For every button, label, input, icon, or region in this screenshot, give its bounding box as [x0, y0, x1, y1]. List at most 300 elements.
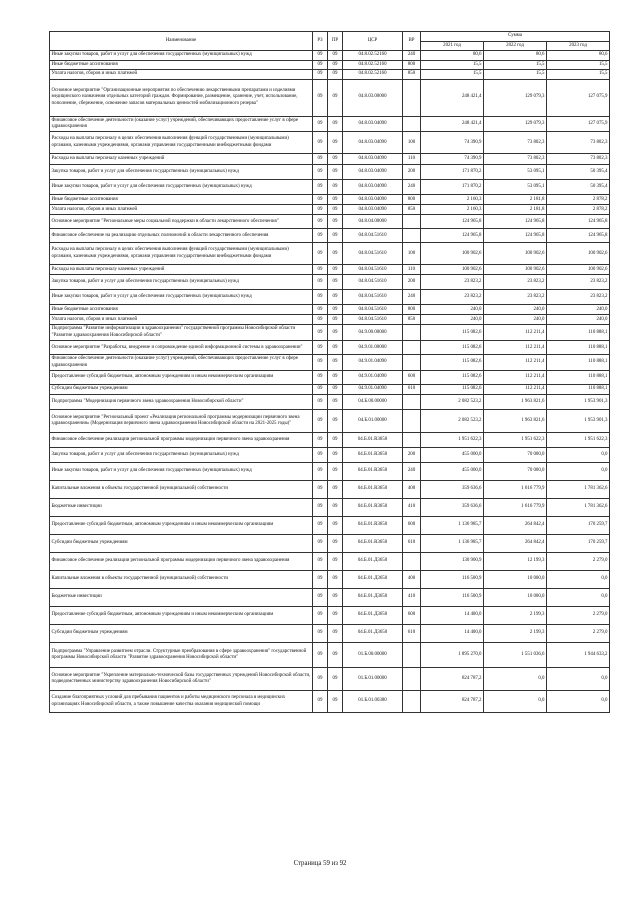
- row-sum-2023: 2 878,2: [547, 195, 610, 205]
- row-pr: 09: [328, 275, 343, 290]
- row-csr: 04.8.04.51610: [343, 229, 403, 243]
- row-rz: 09: [313, 305, 328, 315]
- row-vr: 610: [403, 535, 421, 553]
- row-sum-2021: 240,0: [421, 315, 484, 325]
- row-csr: 04.9.01.00000: [343, 341, 403, 355]
- row-rz: 09: [313, 553, 328, 571]
- row-sum-2021: 359 636,6: [421, 481, 484, 499]
- row-sum-2023: 0,0: [547, 448, 610, 463]
- row-sum-2022: 112 211,4: [484, 385, 547, 395]
- row-pr: 09: [328, 70, 343, 79]
- row-pr: 09: [328, 668, 343, 691]
- row-sum-2021: 455 000,0: [421, 448, 484, 463]
- row-sum-2021: 171 870,2: [421, 165, 484, 180]
- row-rz: 09: [313, 448, 328, 463]
- row-sum-2021: 115 082,6: [421, 385, 484, 395]
- row-sum-2023: 0,0: [547, 589, 610, 607]
- table-row: [50, 180, 610, 195]
- table-row: [50, 195, 610, 205]
- row-sum-2022: 2 181,8: [484, 195, 547, 205]
- row-sum-2023: 73 802,3: [547, 154, 610, 165]
- row-name: Бюджетные инвестиции: [50, 499, 313, 517]
- row-rz: 09: [313, 355, 328, 371]
- row-sum-2021: 171 870,2: [421, 180, 484, 195]
- row-sum-2021: 130 900,9: [421, 553, 484, 571]
- table-row: [50, 643, 610, 668]
- row-pr: 09: [328, 410, 343, 433]
- row-rz: 09: [313, 643, 328, 668]
- table-row: [50, 325, 610, 341]
- row-sum-2022: 124 965,8: [484, 229, 547, 243]
- row-sum-2023: 1 781 362,6: [547, 481, 610, 499]
- row-vr: 610: [403, 625, 421, 643]
- row-name: Иные бюджетные ассигнования: [50, 60, 313, 69]
- row-pr: 09: [328, 79, 343, 116]
- table-row: [50, 625, 610, 643]
- row-sum-2022: 10 000,0: [484, 571, 547, 589]
- row-sum-2023: 73 802,3: [547, 132, 610, 154]
- row-sum-2021: 248 421,4: [421, 116, 484, 132]
- header-year-2022: 2022 год: [484, 42, 547, 51]
- row-pr: 09: [328, 265, 343, 275]
- row-rz: 09: [313, 668, 328, 691]
- row-sum-2023: 124 965,8: [547, 215, 610, 229]
- row-csr: 04.Б.01.R3650: [343, 433, 403, 448]
- row-sum-2022: 2 181,8: [484, 205, 547, 215]
- row-pr: 09: [328, 553, 343, 571]
- row-rz: 09: [313, 195, 328, 205]
- table-header: [50, 32, 610, 51]
- row-sum-2023: 0,0: [547, 668, 610, 691]
- row-pr: 09: [328, 589, 343, 607]
- row-sum-2022: 70 000,0: [484, 463, 547, 481]
- row-vr: [403, 395, 421, 410]
- row-name: Финансовое обеспечение на реализацию отдельных полномочий в области лекарственного обеспечения: [50, 229, 313, 243]
- row-vr: [403, 341, 421, 355]
- row-sum-2021: 115 082,6: [421, 325, 484, 341]
- row-name: Субсидии бюджетным учреждениям: [50, 535, 313, 553]
- row-name: Подпрограмма "Развитие информатизации в здравоохранении" государственной программы Новосибирской области "Развитие здравоохранения Новосибирской области": [50, 325, 313, 341]
- row-vr: 240: [403, 51, 421, 60]
- row-csr: 04.Б.01.Д3650: [343, 589, 403, 607]
- row-vr: 240: [403, 290, 421, 305]
- row-vr: 600: [403, 517, 421, 535]
- row-csr: 04.8.04.00000: [343, 215, 403, 229]
- row-csr: 04.Б.01.R3650: [343, 535, 403, 553]
- row-pr: 09: [328, 51, 343, 60]
- row-sum-2023: 2 279,0: [547, 553, 610, 571]
- row-csr: 04.9.01.04090: [343, 385, 403, 395]
- row-csr: 04.Б.01.R3650: [343, 499, 403, 517]
- table-row: [50, 691, 610, 713]
- row-vr: [403, 116, 421, 132]
- row-pr: 09: [328, 499, 343, 517]
- row-sum-2022: 100 902,6: [484, 243, 547, 265]
- row-vr: [403, 229, 421, 243]
- row-csr: 04.Б.00.00000: [343, 395, 403, 410]
- row-sum-2021: 15,5: [421, 70, 484, 79]
- row-sum-2022: 112 211,4: [484, 371, 547, 385]
- row-vr: 850: [403, 70, 421, 79]
- row-name: Иные закупки товаров, работ и услуг для обеспечения государственных (муниципальных) нужд: [50, 51, 313, 60]
- row-rz: 09: [313, 371, 328, 385]
- row-pr: 09: [328, 341, 343, 355]
- row-name: Расходы на выплаты персоналу казенных учреждений: [50, 154, 313, 165]
- row-name: Закупка товаров, работ и услуг для обеспечения государственных (муниципальных) нужд: [50, 275, 313, 290]
- row-vr: 200: [403, 165, 421, 180]
- row-pr: 09: [328, 385, 343, 395]
- row-sum-2022: 53 095,1: [484, 165, 547, 180]
- row-sum-2021: 124 965,8: [421, 215, 484, 229]
- row-vr: 600: [403, 371, 421, 385]
- table-row: [50, 371, 610, 385]
- row-rz: 09: [313, 315, 328, 325]
- row-name: Финансовое обеспечение реализации региональной программы модернизации первичного звена здравоохранения: [50, 433, 313, 448]
- row-vr: 800: [403, 60, 421, 69]
- row-sum-2022: 23 823,2: [484, 290, 547, 305]
- row-vr: 240: [403, 180, 421, 195]
- row-pr: 09: [328, 180, 343, 195]
- row-sum-2023: 50 395,4: [547, 165, 610, 180]
- row-sum-2021: 14 400,0: [421, 607, 484, 625]
- row-sum-2023: 1 951 622,3: [547, 433, 610, 448]
- row-csr: 04.8.04.51610: [343, 243, 403, 265]
- table-row: [50, 79, 610, 116]
- row-sum-2022: 12 199,3: [484, 553, 547, 571]
- row-name: Закупка товаров, работ и услуг для обеспечения государственных (муниципальных) нужд: [50, 165, 313, 180]
- row-rz: 09: [313, 243, 328, 265]
- row-name: Подпрограмма "Управление развитием отрасли. Структурные преобразования в сфере здравоохранения" государственной программы Новосибирской области "Развитие здравоохранения Новосибирской области": [50, 643, 313, 668]
- row-vr: 200: [403, 448, 421, 463]
- table-row: [50, 275, 610, 290]
- row-sum-2022: 15,5: [484, 60, 547, 69]
- row-vr: [403, 79, 421, 116]
- row-name: Финансовое обеспечение деятельности (оказание услуг) учреждений, обеспечивающих предоставление услуг в сфере здравоохранения: [50, 116, 313, 132]
- table-row: [50, 243, 610, 265]
- row-csr: 04.8.04.51610: [343, 265, 403, 275]
- row-csr: 01.Б.01.00000: [343, 668, 403, 691]
- row-sum-2021: 455 000,0: [421, 463, 484, 481]
- table-row: [50, 385, 610, 395]
- row-sum-2023: 1 944 633,2: [547, 643, 610, 668]
- row-name: Иные закупки товаров, работ и услуг для обеспечения государственных (муниципальных) нужд: [50, 290, 313, 305]
- table-row: [50, 571, 610, 589]
- table-body: [50, 51, 610, 713]
- row-vr: 100: [403, 132, 421, 154]
- row-sum-2023: 0,0: [547, 691, 610, 713]
- row-vr: 240: [403, 463, 421, 481]
- row-sum-2023: 80,6: [547, 51, 610, 60]
- row-sum-2022: 15,5: [484, 70, 547, 79]
- row-csr: 04.8.03.04090: [343, 205, 403, 215]
- row-sum-2023: 170 259,7: [547, 535, 610, 553]
- row-rz: 09: [313, 215, 328, 229]
- page-number: Страница 59 из 92: [293, 860, 347, 867]
- row-sum-2022: 1 551 036,6: [484, 643, 547, 668]
- row-sum-2023: 124 965,8: [547, 229, 610, 243]
- row-pr: 09: [328, 607, 343, 625]
- row-name: Субсидии бюджетным учреждениям: [50, 385, 313, 395]
- row-sum-2023: 2 279,0: [547, 607, 610, 625]
- header-sum: Сумма: [421, 32, 610, 42]
- row-vr: 110: [403, 265, 421, 275]
- row-vr: [403, 691, 421, 713]
- row-sum-2021: 359 636,6: [421, 499, 484, 517]
- row-sum-2022: 70 000,0: [484, 448, 547, 463]
- row-vr: [403, 410, 421, 433]
- table-row: [50, 229, 610, 243]
- row-sum-2023: 110 888,1: [547, 341, 610, 355]
- row-sum-2023: 100 902,6: [547, 265, 610, 275]
- table-row: [50, 668, 610, 691]
- row-pr: 09: [328, 481, 343, 499]
- row-csr: 04.Б.01.Д3650: [343, 553, 403, 571]
- row-csr: 04.Б.01.R3650: [343, 481, 403, 499]
- row-sum-2023: 1 953 901,3: [547, 410, 610, 433]
- row-name: Основное мероприятие "Укрепление материально-технической базы государственных учреждений Новосибирской области, подведомственных министерству здравоохранения Новосибирской области": [50, 668, 313, 691]
- row-vr: 850: [403, 315, 421, 325]
- row-name: Создание благоприятных условий для пребывания пациентов и работы медицинского персонала в медицинских организациях Новосибирской области, а также повышение качества оказания медицинской помощи: [50, 691, 313, 713]
- row-pr: 09: [328, 315, 343, 325]
- row-rz: 09: [313, 265, 328, 275]
- row-sum-2022: 73 802,3: [484, 154, 547, 165]
- row-name: Основное мероприятие "Разработка, внедрение и сопровождение единой информационной системы в здравоохранении": [50, 341, 313, 355]
- row-rz: 09: [313, 165, 328, 180]
- row-rz: 09: [313, 395, 328, 410]
- row-sum-2021: 115 082,6: [421, 341, 484, 355]
- row-csr: 04.Б.01.Д3650: [343, 625, 403, 643]
- row-sum-2021: 74 390,9: [421, 154, 484, 165]
- row-csr: 04.Б.01.R3650: [343, 448, 403, 463]
- row-sum-2021: 124 965,8: [421, 229, 484, 243]
- table-row: [50, 499, 610, 517]
- row-rz: 09: [313, 325, 328, 341]
- row-sum-2021: 116 500,9: [421, 571, 484, 589]
- row-rz: 09: [313, 229, 328, 243]
- row-pr: 09: [328, 571, 343, 589]
- row-csr: 04.8.04.51610: [343, 290, 403, 305]
- row-sum-2023: 127 075,9: [547, 79, 610, 116]
- header-year-2023: 2023 год: [547, 42, 610, 51]
- row-rz: 09: [313, 410, 328, 433]
- row-rz: 09: [313, 205, 328, 215]
- row-sum-2021: 240,0: [421, 305, 484, 315]
- row-name: Уплата налогов, сборов и иных платежей: [50, 315, 313, 325]
- row-sum-2021: 23 823,2: [421, 290, 484, 305]
- row-vr: 200: [403, 275, 421, 290]
- row-rz: 09: [313, 132, 328, 154]
- row-rz: 09: [313, 290, 328, 305]
- row-name: Основное мероприятие "Региональный проект «Реализация региональной программы модернизации первичного звена здравоохранения» (Модернизация первичного звена здравоохранения Новосибирской области на 2021-2025 годы)": [50, 410, 313, 433]
- row-vr: 100: [403, 243, 421, 265]
- row-pr: 09: [328, 215, 343, 229]
- row-sum-2023: 2 878,2: [547, 205, 610, 215]
- row-sum-2021: 115 082,6: [421, 371, 484, 385]
- row-sum-2021: 100 902,6: [421, 265, 484, 275]
- row-csr: 04.9.01.04090: [343, 371, 403, 385]
- row-name: Подпрограмма "Модернизация первичного звена здравоохранения Новосибирской области": [50, 395, 313, 410]
- row-vr: [403, 643, 421, 668]
- row-vr: 850: [403, 205, 421, 215]
- header-name: Наименование: [50, 32, 313, 51]
- row-sum-2021: 2 160,3: [421, 205, 484, 215]
- row-vr: [403, 215, 421, 229]
- row-sum-2022: 264 842,4: [484, 517, 547, 535]
- row-csr: 04.8.04.51610: [343, 275, 403, 290]
- row-pr: 09: [328, 643, 343, 668]
- table-row: [50, 205, 610, 215]
- row-rz: 09: [313, 60, 328, 69]
- row-sum-2023: 170 259,7: [547, 517, 610, 535]
- row-vr: 400: [403, 571, 421, 589]
- row-sum-2023: 15,5: [547, 60, 610, 69]
- row-sum-2023: 23 823,2: [547, 290, 610, 305]
- row-csr: 04.8.02.52160: [343, 70, 403, 79]
- header-rz: РЗ: [313, 32, 328, 51]
- row-vr: 600: [403, 607, 421, 625]
- row-sum-2023: 110 888,1: [547, 371, 610, 385]
- row-sum-2022: 1 616 779,9: [484, 481, 547, 499]
- row-rz: 09: [313, 589, 328, 607]
- row-pr: 09: [328, 60, 343, 69]
- header-csr: ЦСР: [343, 32, 403, 51]
- row-pr: 09: [328, 448, 343, 463]
- row-pr: 09: [328, 243, 343, 265]
- row-sum-2023: 127 075,9: [547, 116, 610, 132]
- row-name: Уплата налогов, сборов и иных платежей: [50, 70, 313, 79]
- row-pr: 09: [328, 154, 343, 165]
- row-sum-2022: 100 902,6: [484, 265, 547, 275]
- row-sum-2023: 100 902,6: [547, 243, 610, 265]
- row-rz: 09: [313, 341, 328, 355]
- table-row: [50, 589, 610, 607]
- row-sum-2023: 0,0: [547, 463, 610, 481]
- table-row: [50, 355, 610, 371]
- row-name: Предоставление субсидий бюджетным, автономным учреждениям и иным некоммерческим организациям: [50, 607, 313, 625]
- row-pr: 09: [328, 195, 343, 205]
- row-sum-2023: 240,0: [547, 305, 610, 315]
- row-sum-2021: 1 895 270,0: [421, 643, 484, 668]
- row-sum-2023: 110 888,1: [547, 355, 610, 371]
- row-vr: 410: [403, 589, 421, 607]
- row-rz: 09: [313, 51, 328, 60]
- row-sum-2022: 23 823,2: [484, 275, 547, 290]
- row-sum-2021: 1 951 622,3: [421, 433, 484, 448]
- row-sum-2023: 110 888,1: [547, 385, 610, 395]
- row-csr: 04.Б.01.R3650: [343, 517, 403, 535]
- row-pr: 09: [328, 691, 343, 713]
- row-name: Субсидии бюджетным учреждениям: [50, 625, 313, 643]
- row-csr: 04.8.02.52160: [343, 60, 403, 69]
- row-rz: 09: [313, 517, 328, 535]
- row-csr: 04.8.03.04090: [343, 195, 403, 205]
- row-sum-2021: 23 823,2: [421, 275, 484, 290]
- row-vr: 110: [403, 154, 421, 165]
- row-sum-2022: 240,0: [484, 305, 547, 315]
- row-sum-2022: 80,6: [484, 51, 547, 60]
- document-page: [49, 31, 609, 713]
- row-rz: 09: [313, 385, 328, 395]
- row-sum-2022: 0,0: [484, 691, 547, 713]
- row-sum-2022: 2 199,3: [484, 625, 547, 643]
- row-pr: 09: [328, 433, 343, 448]
- row-pr: 09: [328, 463, 343, 481]
- row-sum-2021: 74 390,9: [421, 132, 484, 154]
- row-sum-2021: 100 902,6: [421, 243, 484, 265]
- row-name: Основное мероприятие "Региональные меры социальной поддержки в области лекарственного обеспечения": [50, 215, 313, 229]
- row-pr: 09: [328, 290, 343, 305]
- row-name: Иные бюджетные ассигнования: [50, 195, 313, 205]
- row-sum-2021: 248 421,4: [421, 79, 484, 116]
- row-csr: 04.8.03.04090: [343, 132, 403, 154]
- row-sum-2023: 240,0: [547, 315, 610, 325]
- row-name: Расходы на выплаты персоналу казенных учреждений: [50, 265, 313, 275]
- row-vr: [403, 433, 421, 448]
- table-row: [50, 341, 610, 355]
- header-pr: ПР: [328, 32, 343, 51]
- row-sum-2022: 0,0: [484, 668, 547, 691]
- row-sum-2023: 110 888,1: [547, 325, 610, 341]
- row-pr: 09: [328, 535, 343, 553]
- row-sum-2021: 115 082,6: [421, 355, 484, 371]
- table-row: [50, 481, 610, 499]
- row-rz: 09: [313, 275, 328, 290]
- row-csr: 04.9.01.04090: [343, 355, 403, 371]
- row-rz: 09: [313, 499, 328, 517]
- row-csr: 04.Б.01.R3650: [343, 463, 403, 481]
- row-csr: 04.8.03.04090: [343, 116, 403, 132]
- table-row: [50, 265, 610, 275]
- table-row: [50, 433, 610, 448]
- table-row: [50, 395, 610, 410]
- row-rz: 09: [313, 116, 328, 132]
- row-rz: 09: [313, 535, 328, 553]
- row-pr: 09: [328, 305, 343, 315]
- row-sum-2023: 15,5: [547, 70, 610, 79]
- table-row: [50, 60, 610, 69]
- row-sum-2023: 50 395,4: [547, 180, 610, 195]
- row-name: Иные бюджетные ассигнования: [50, 305, 313, 315]
- row-name: Иные закупки товаров, работ и услуг для обеспечения государственных (муниципальных) нужд: [50, 180, 313, 195]
- row-csr: 01.Б.00.00000: [343, 643, 403, 668]
- table-row: [50, 116, 610, 132]
- row-sum-2022: 112 211,4: [484, 355, 547, 371]
- table-row: [50, 410, 610, 433]
- row-sum-2022: 112 211,4: [484, 325, 547, 341]
- table-row: [50, 463, 610, 481]
- row-sum-2023: 23 823,2: [547, 275, 610, 290]
- row-pr: 09: [328, 165, 343, 180]
- row-sum-2022: 53 095,1: [484, 180, 547, 195]
- row-sum-2021: 1 136 985,7: [421, 535, 484, 553]
- row-name: Основное мероприятие "Организационные мероприятия по обеспечению лекарственными препаратами и изделиями медицинского назначения отдельных категорий граждан. Формирование, размещение, хранение, учет, использование, пополнение, сбережение, освежение запасов материальных ценностей мобилизационного резерва": [50, 79, 313, 116]
- table-row: [50, 315, 610, 325]
- row-vr: 800: [403, 305, 421, 315]
- row-name: Предоставление субсидий бюджетным, автономным учреждениям и иным некоммерческим организациям: [50, 371, 313, 385]
- row-vr: [403, 553, 421, 571]
- row-sum-2021: 2 082 523,2: [421, 410, 484, 433]
- row-csr: 04.Б.01.Д3650: [343, 571, 403, 589]
- table-row: [50, 553, 610, 571]
- budget-table: [49, 31, 610, 713]
- table-row: [50, 215, 610, 229]
- row-sum-2021: 1 136 985,7: [421, 517, 484, 535]
- row-vr: 610: [403, 385, 421, 395]
- table-row: [50, 535, 610, 553]
- row-sum-2022: 240,0: [484, 315, 547, 325]
- row-sum-2021: 80,6: [421, 51, 484, 60]
- header-year-2021: 2021 год: [421, 42, 484, 51]
